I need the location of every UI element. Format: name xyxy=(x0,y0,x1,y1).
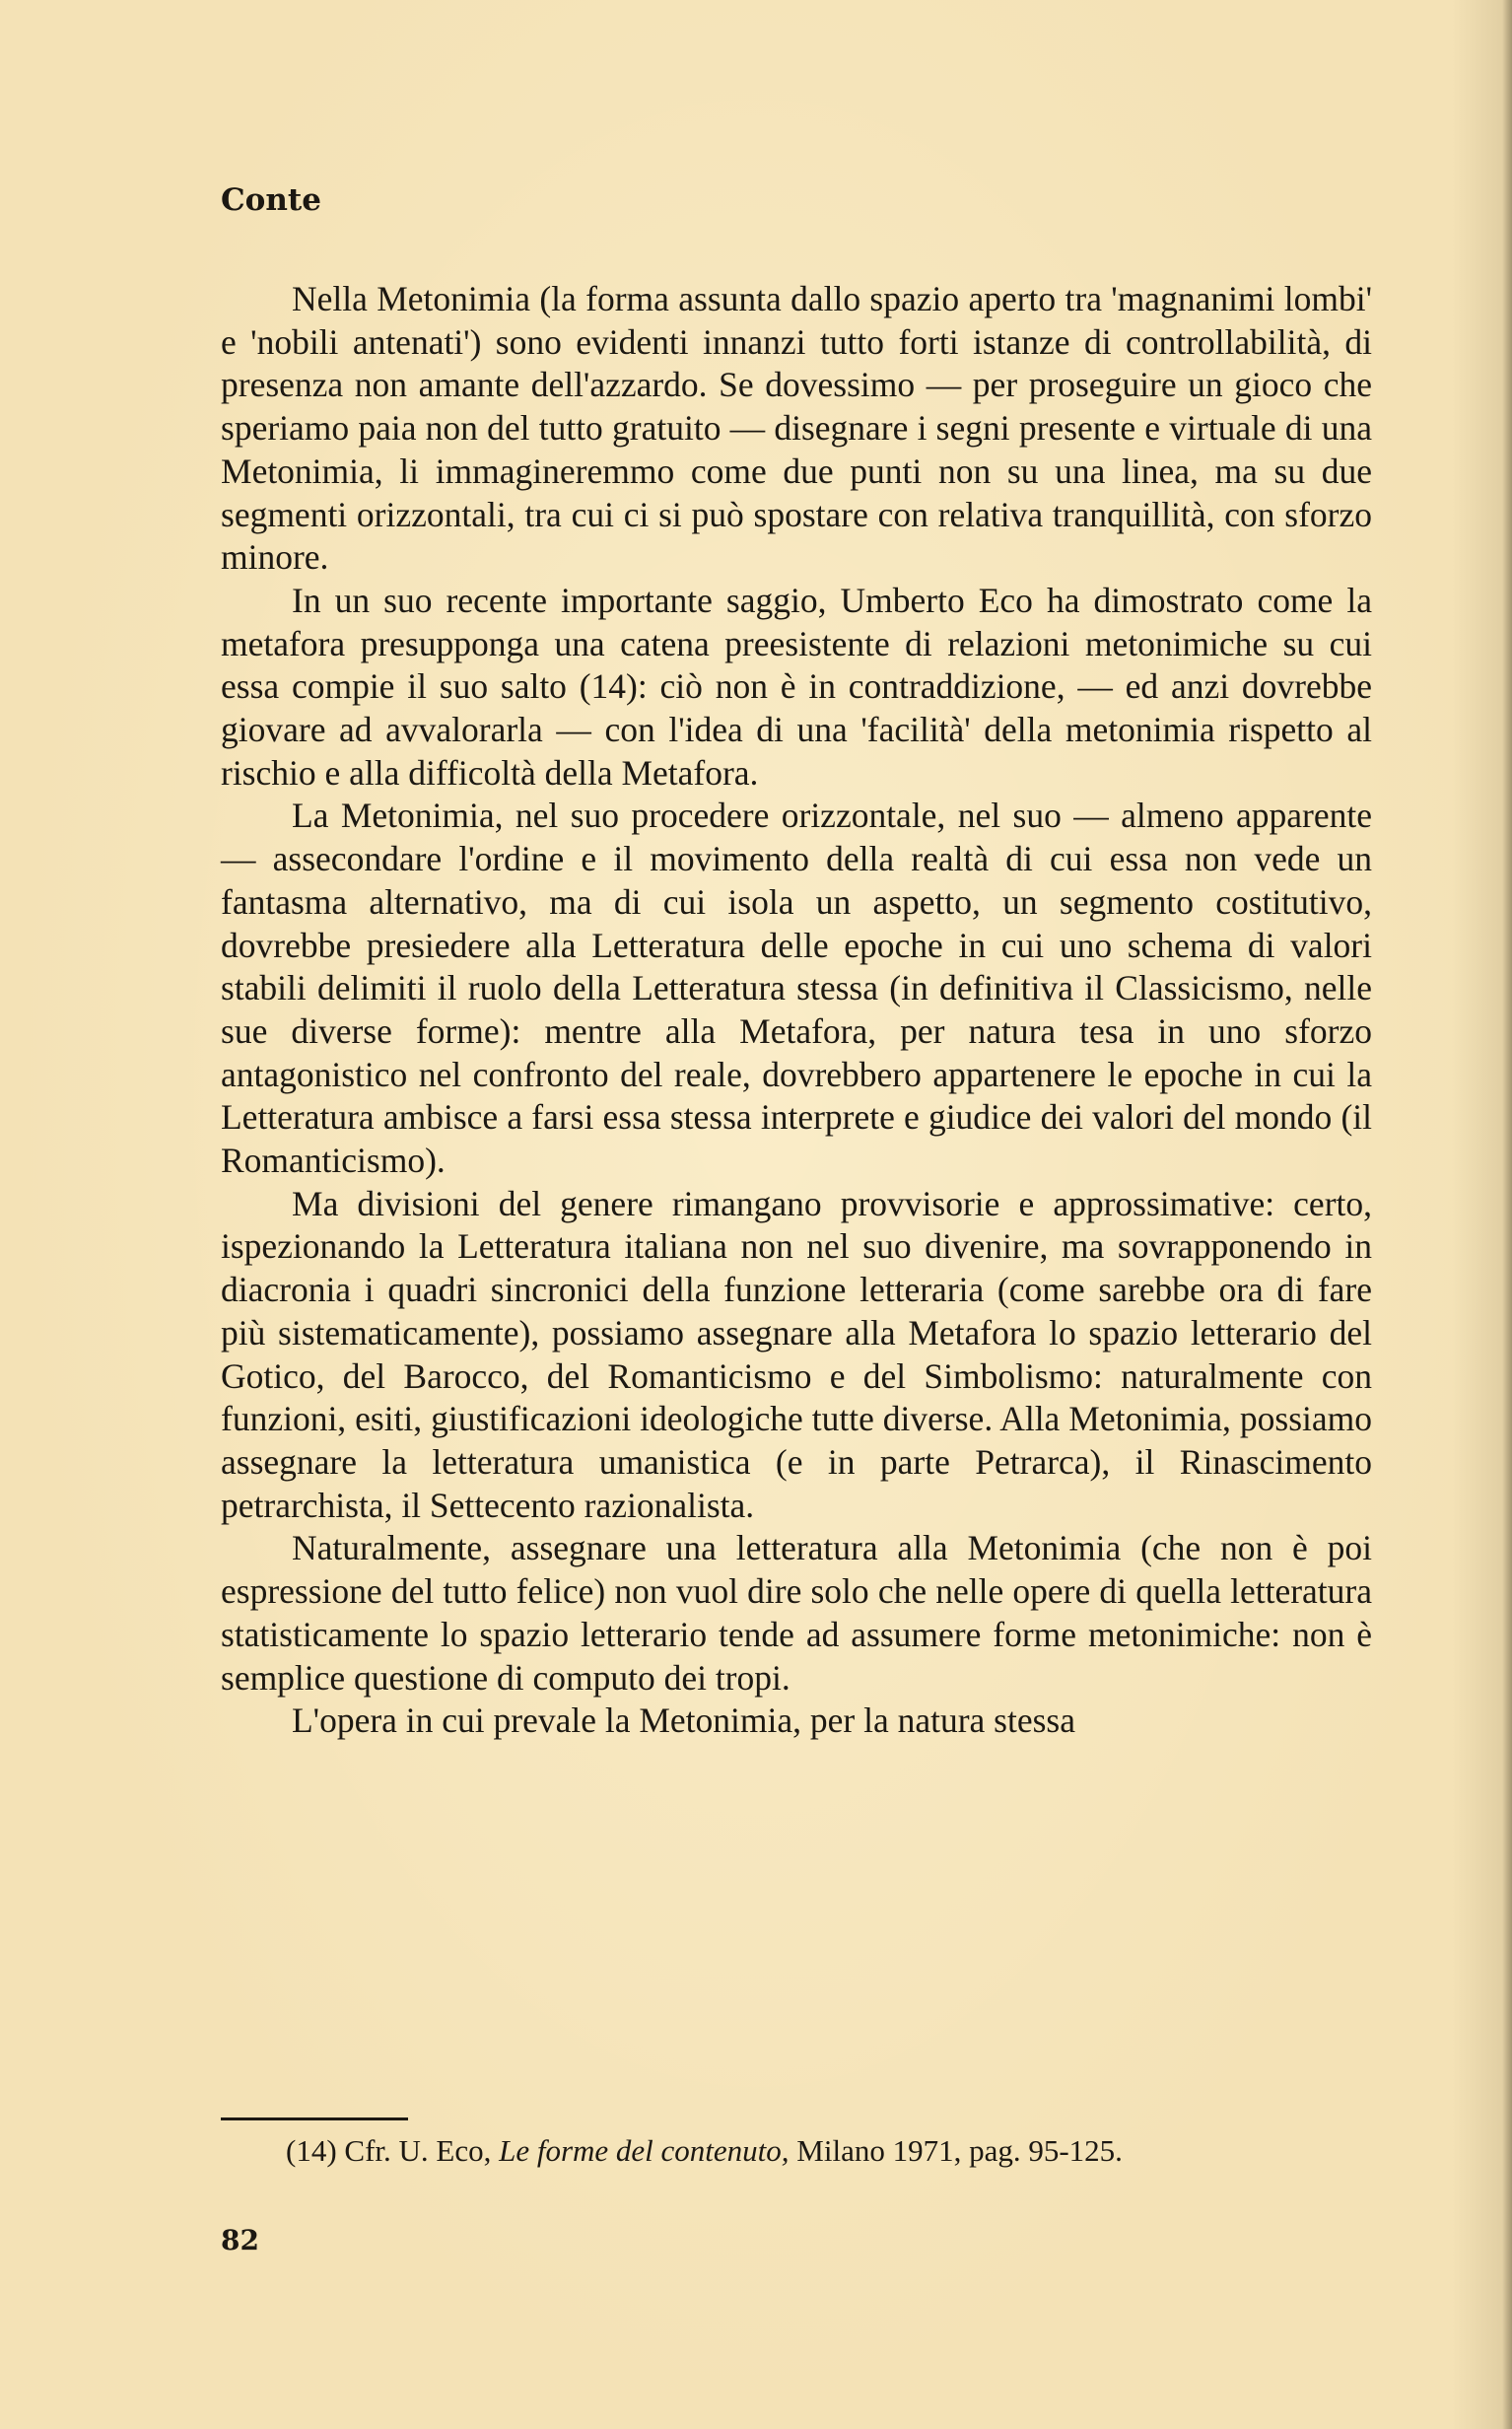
paragraph: La Metonimia, nel suo procedere orizzontale, nel suo — almeno apparente — assecondare l'ordine e il movimento della realtà di cui essa non vede un fantasma alternativo, ma di cui isola un aspetto, un segmento costitutivo, dovrebbe presiedere alla Letteratura delle epoche in cui uno schema di valori stabili delimiti il ruolo della Letteratura stessa (in definitiva il Classicismo, nelle sue diverse forme): mentre alla Metafora, per natura tesa in uno sforzo antagonistico nel confronto del reale, dovrebbero appartenere le epoche in cui la Letteratura ambisce a farsi essa stessa interprete e giudice dei valori del mondo (il Romanticismo). xyxy=(221,796,1372,1181)
paragraph: Naturalmente, assegnare una letteratura alla Metonimia (che non è poi espressione del tutto felice) non vuol dire solo che nelle opere di quella letteratura statisticamente lo spazio letterario tende ad assumere forme metonimiche: non è semplice questione di computo dei tropi. xyxy=(221,1528,1372,1698)
footnote xyxy=(286,2131,1380,2171)
paragraph: L'opera in cui prevale la Metonimia, per la natura stessa xyxy=(292,1700,1075,1741)
paragraph: Ma divisioni del genere rimangano provvisorie e approssimative: certo, ispezionando la Letteratura italiana non nel suo divenire, ma sovrapponendo in diacronia i quadri sincronici della funzione letteraria (come sarebbe ora di fare più sistematicamente), possiamo assegnare alla Metafora lo spazio letterario del Gotico, del Barocco, del Romanticismo e del Simbolismo: naturalmente con funzioni, esiti, giustificazioni ideologiche tutte diverse. Alla Metonimia, possiamo assegnare la letteratura umanistica (e in parte Petrarca), il Rinascimento petrarchista, il Settecento razionalista. xyxy=(221,1183,1372,1525)
footnote-title: Le forme del contenuto, xyxy=(499,2133,790,2168)
footnote-marker: (14) Cfr. U. Eco, xyxy=(286,2133,492,2168)
page-number: 82 xyxy=(221,2224,259,2256)
paragraph: In un suo recente importante saggio, Umberto Eco ha dimostrato come la metafora presupponga una catena preesistente di relazioni metonimiche su cui essa compie il suo salto (14): ciò non è in contraddizione, — ed anzi dovrebbe giovare ad avvalorarla — con l'idea di una 'facilità' della metonimia rispetto al rischio e alla difficoltà della Metafora. xyxy=(221,580,1372,793)
footnote-rest: Milano 1971, pag. 95-125. xyxy=(796,2133,1123,2168)
running-head: Conte xyxy=(221,182,321,218)
body-text xyxy=(221,278,1372,1743)
paragraph: Nella Metonimia (la forma assunta dallo spazio aperto tra 'magnanimi lombi' e 'nobili antenati') sono evidenti innanzi tutto forti istanze di controllabilità, di presenza non amante dell'azzardo. Se dovessimo — per proseguire un gioco che speriamo paia non del tutto gratuito — disegnare i segni presente e virtuale di una Metonimia, li immagineremmo come due punti non su una linea, ma su due segmenti orizzontali, tra cui ci si può spostare con relativa tranquillità, con sforzo minore. xyxy=(221,279,1372,578)
page-edge-shadow xyxy=(1502,0,1512,2429)
footnote-rule xyxy=(221,2117,408,2120)
